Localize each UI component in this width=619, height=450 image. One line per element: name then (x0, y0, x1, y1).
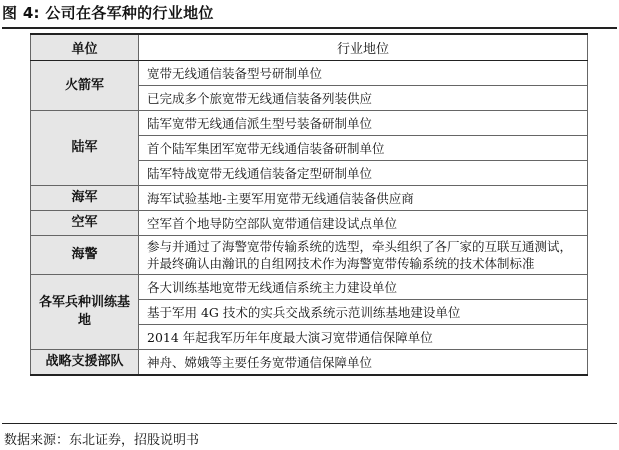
table-row (31, 111, 588, 136)
position-cell: 参与并通过了海警宽带传输系统的选型，牵头组织了各厂家的互联互通测试，并最终确认由瀚讯的自组网技术作为海警宽带传输系统的技术体制标准 (139, 236, 588, 275)
table-header-row (31, 34, 588, 61)
table-row (31, 61, 588, 86)
unit-cell: 海军 (31, 186, 139, 211)
source-rule (2, 423, 617, 424)
position-cell: 2014 年起我军历年年度最大演习宽带通信保障单位 (139, 325, 588, 350)
table-row (31, 275, 588, 300)
table-row (31, 350, 588, 376)
position-cell: 已完成多个旅宽带无线通信装备列装供应 (139, 86, 588, 111)
industry-position-table (30, 33, 588, 376)
position-cell: 首个陆军集团军宽带无线通信装备研制单位 (139, 136, 588, 161)
position-cell: 陆军宽带无线通信派生型号装备研制单位 (139, 111, 588, 136)
position-cell: 宽带无线通信装备型号研制单位 (139, 61, 588, 86)
source-note: 数据来源：东北证券，招股说明书 (4, 433, 200, 448)
unit-cell: 火箭军 (31, 61, 139, 111)
table-row (31, 186, 588, 211)
table-row (31, 211, 588, 236)
unit-cell: 海警 (31, 236, 139, 275)
position-cell: 基于军用 4G 技术的实兵交战系统示范训练基地建设单位 (139, 300, 588, 325)
unit-cell: 空军 (31, 211, 139, 236)
title-rule (2, 27, 617, 29)
figure-title: 图 4: 公司在各军种的行业地位 (2, 4, 214, 22)
column-header-position: 行业地位 (139, 34, 588, 61)
position-cell: 空军首个地导防空部队宽带通信建设试点单位 (139, 211, 588, 236)
position-cell: 陆军特战宽带无线通信装备定型研制单位 (139, 161, 588, 186)
unit-cell: 战略支援部队 (31, 350, 139, 376)
position-cell: 海军试验基地-主要军用宽带无线通信装备供应商 (139, 186, 588, 211)
position-cell: 各大训练基地宽带无线通信系统主力建设单位 (139, 275, 588, 300)
unit-cell: 陆军 (31, 111, 139, 186)
table-row (31, 236, 588, 275)
unit-cell: 各军兵种训练基地 (31, 275, 139, 350)
column-header-unit: 单位 (31, 34, 139, 61)
position-cell: 神舟、嫦娥等主要任务宽带通信保障单位 (139, 350, 588, 376)
